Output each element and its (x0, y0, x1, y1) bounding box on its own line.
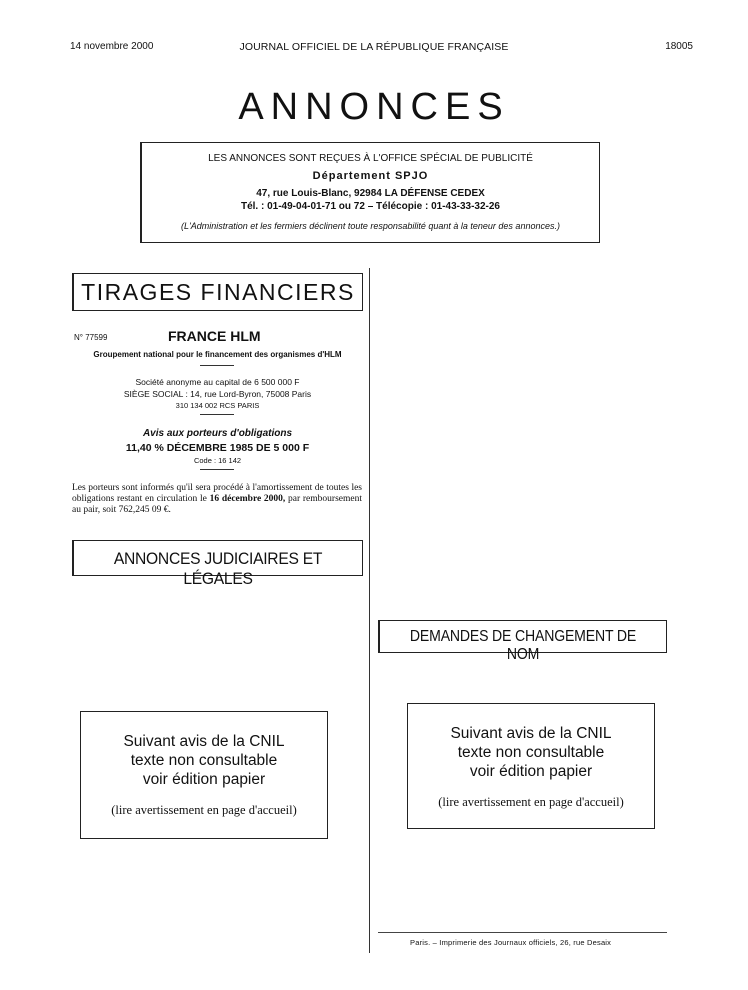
cnil-line-4: (lire avertissement en page d'accueil) (111, 803, 297, 817)
company-address: SIÈGE SOCIAL : 14, rue Lord-Byron, 75008 Paris (123, 389, 312, 399)
section-heading: DEMANDES DE CHANGEMENT DE NOM (409, 628, 637, 663)
notice-disclaimer: (L'Administration et les fermiers déclinent toute responsabilité quant à la teneur des annonces.) (181, 221, 560, 231)
notice-phone: Tél. : 01-49-04-01-71 ou 72 – Télécopie : 01-43-33-32-26 (240, 201, 500, 212)
section-heading: ANNONCES JUDICIAIRES ET LÉGALES (113, 549, 323, 588)
notice-address: 47, rue Louis-Blanc, 92984 LA DÉFENSE CEDEX (256, 188, 485, 199)
column-divider (369, 268, 370, 953)
announcement-body: Les porteurs sont informés qu'il sera procédé à l'amortissement de toutes les obligations restant en circulation le 16 décembre 2000, par remboursement au pair, soit 762,245 09 €. (72, 483, 362, 515)
cnil-line-1: Suivant avis de la CNIL (450, 725, 612, 742)
notice-department: Département SPJO (312, 170, 429, 182)
printer-footer: Paris. – Imprimerie des Journaux officiels, 26, rue Desaix (410, 938, 612, 947)
header-date: 14 novembre 2000 (70, 41, 154, 52)
company-capital: Société anonyme au capital de 6 500 000 F (135, 377, 300, 387)
journal-title: JOURNAL OFFICIEL DE LA RÉPUBLIQUE FRANÇAISE (239, 41, 509, 53)
cnil-line-4: (lire avertissement en page d'accueil) (438, 795, 624, 809)
cnil-notice-left (80, 711, 328, 839)
company-rcs: 310 134 002 RCS PARIS (175, 401, 260, 410)
cnil-line-1: Suivant avis de la CNIL (123, 733, 285, 750)
obligation-title: 11,40 % DÉCEMBRE 1985 DE 5 000 F (125, 442, 310, 454)
section-changement-de-nom (378, 620, 667, 663)
footer-rule (378, 932, 667, 933)
avis-title: Avis aux porteurs d'obligations (142, 428, 293, 439)
page-title: ANNONCES (238, 86, 510, 128)
cnil-line-3: voir édition papier (142, 771, 266, 788)
company-name: FRANCE HLM (168, 328, 261, 344)
cnil-line-2: texte non consultable (457, 744, 605, 761)
obligation-code: Code : 16 142 (193, 456, 242, 465)
page-number: 18005 (665, 41, 693, 52)
notice-box (140, 142, 600, 243)
cnil-notice-right (407, 703, 655, 829)
notice-line-1: LES ANNONCES SONT REÇUES À L'OFFICE SPÉCIAL DE PUBLICITÉ (208, 153, 533, 164)
section-annonces-judiciaires (72, 540, 363, 588)
company-group: Groupement national pour le financement des organismes d'HLM (93, 350, 342, 359)
announcement-number: N° 77599 (74, 333, 108, 342)
divider (200, 414, 234, 415)
divider (200, 469, 234, 470)
cnil-line-2: texte non consultable (130, 752, 278, 769)
section-heading: TIRAGES FINANCIERS (81, 279, 355, 305)
section-tirages-financiers (72, 273, 363, 311)
cnil-line-3: voir édition papier (469, 763, 593, 780)
divider (200, 365, 234, 366)
